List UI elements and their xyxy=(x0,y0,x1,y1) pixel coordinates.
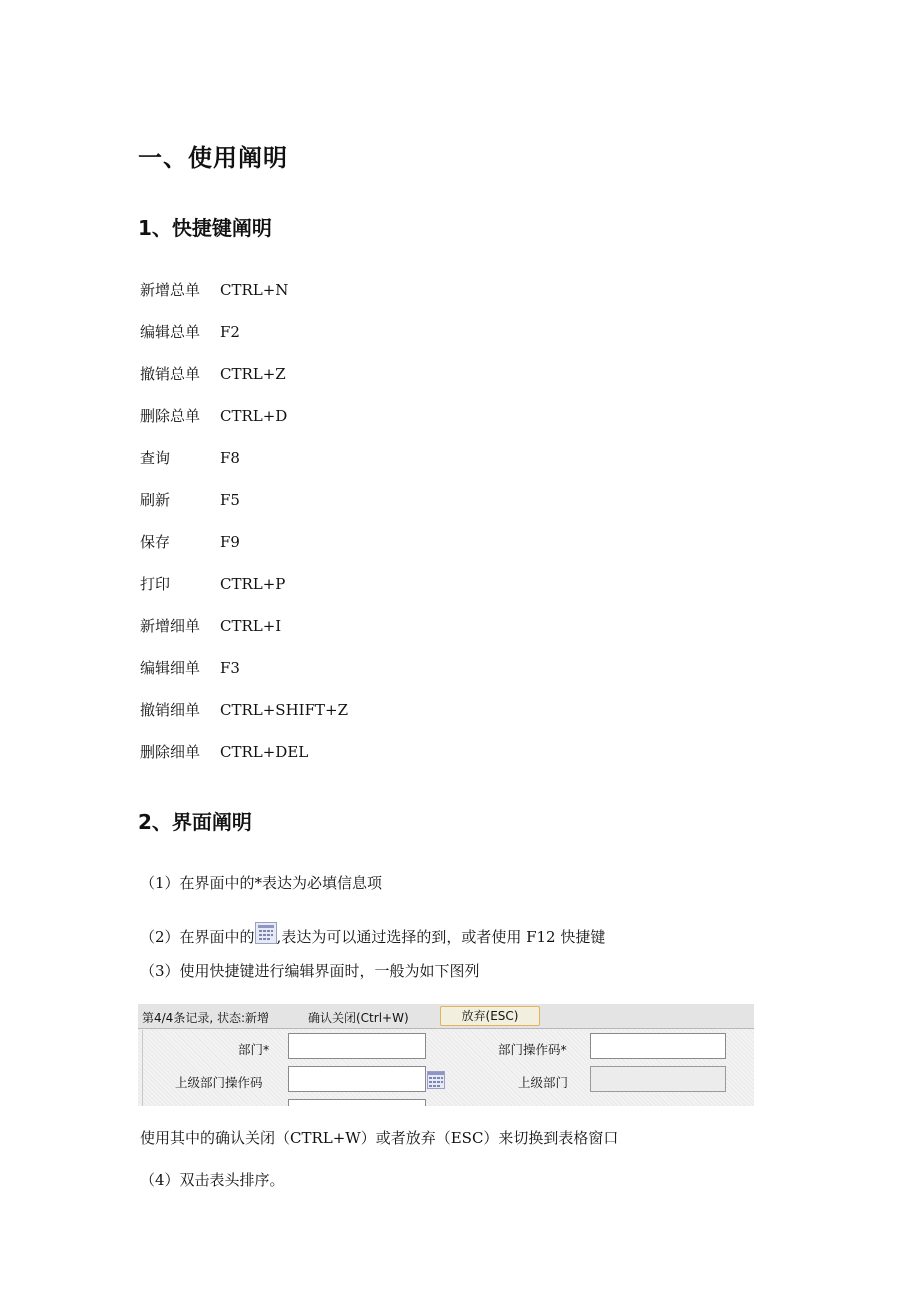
shortcut-key: F8 xyxy=(220,449,240,467)
shortcut-row xyxy=(140,448,240,468)
shortcut-row xyxy=(140,742,308,762)
shortcut-row xyxy=(140,364,286,384)
confirm-close-button[interactable]: 确认关闭(Ctrl+W) xyxy=(308,1011,409,1025)
shortcut-key: F9 xyxy=(220,533,240,551)
shortcut-key: CTRL+N xyxy=(220,281,289,299)
shortcut-name: 打印 xyxy=(140,575,171,593)
dept-code-label: 部门操作码* xyxy=(498,1042,567,1057)
parent-dept-code-label: 上级部门操作码 xyxy=(175,1075,263,1090)
shortcut-key: CTRL+I xyxy=(220,617,282,635)
subsection-title-interface: 2、界面阐明 xyxy=(138,810,252,834)
note-required-fields: （1）在界面中的*表达为必填信息项 xyxy=(140,874,383,892)
note-text-before: （2）在界面中的 xyxy=(140,928,255,946)
shortcut-name: 删除总单 xyxy=(140,407,201,425)
calendar-grid-icon xyxy=(255,922,277,944)
parent-dept-label: 上级部门 xyxy=(518,1075,569,1090)
third-row-input[interactable] xyxy=(288,1099,426,1106)
shortcut-key: CTRL+Z xyxy=(220,365,286,383)
shortcut-name: 新增细单 xyxy=(140,617,201,635)
shortcut-name: 撤销细单 xyxy=(140,701,201,719)
shortcut-key: F2 xyxy=(220,323,240,341)
parent-dept-code-input[interactable] xyxy=(288,1066,426,1092)
shortcut-key: CTRL+SHIFT+Z xyxy=(220,701,348,719)
shortcut-name: 刷新 xyxy=(140,491,171,509)
shortcut-name: 新增总单 xyxy=(140,281,201,299)
dept-label: 部门* xyxy=(238,1042,270,1057)
dept-code-input[interactable] xyxy=(590,1033,726,1059)
shortcut-key: CTRL+P xyxy=(220,575,286,593)
shortcut-row xyxy=(140,616,281,636)
shortcut-row xyxy=(140,658,240,678)
parent-dept-input xyxy=(590,1066,726,1092)
shortcut-name: 撤销总单 xyxy=(140,365,201,383)
shortcut-name: 查询 xyxy=(140,449,171,467)
shortcut-key: F3 xyxy=(220,659,240,677)
shortcut-name: 编辑总单 xyxy=(140,323,201,341)
shortcut-key: F5 xyxy=(220,491,240,509)
note-selectable-fields xyxy=(140,922,605,947)
cancel-button[interactable]: 放弃(ESC) xyxy=(440,1006,540,1026)
shortcut-row xyxy=(140,532,240,552)
note-switch-to-grid: 使用其中的确认关闭（CTRL+W）或者放弃（ESC）来切换到表格窗口 xyxy=(140,1129,619,1147)
shortcut-row xyxy=(140,280,288,300)
note-sort-header: （4）双击表头排序。 xyxy=(140,1171,285,1189)
form-toolbar xyxy=(138,1004,754,1029)
note-edit-shortcut: （3）使用快捷键进行编辑界面时，一般为如下图列 xyxy=(140,962,480,980)
shortcut-name: 编辑细单 xyxy=(140,659,201,677)
subsection-title-shortcuts: 1、快捷键阐明 xyxy=(138,216,272,240)
shortcut-name: 删除细单 xyxy=(140,743,201,761)
shortcut-name: 保存 xyxy=(140,533,171,551)
dept-input[interactable] xyxy=(288,1033,426,1059)
calendar-grid-icon[interactable] xyxy=(427,1071,445,1089)
shortcut-row xyxy=(140,574,285,594)
shortcut-key: CTRL+DEL xyxy=(220,743,309,761)
shortcut-row xyxy=(140,406,287,426)
section-title: 一、使用阐明 xyxy=(138,144,288,172)
shortcut-key: CTRL+D xyxy=(220,407,288,425)
shortcut-row xyxy=(140,490,240,510)
form-screenshot xyxy=(138,1004,754,1106)
record-status: 第4/4条记录, 状态:新增 xyxy=(142,1011,269,1025)
shortcut-row xyxy=(140,322,240,342)
note-text-after: ,表达为可以通过选择的到，或者使用 F12 快捷键 xyxy=(276,928,606,946)
shortcut-row xyxy=(140,700,348,720)
